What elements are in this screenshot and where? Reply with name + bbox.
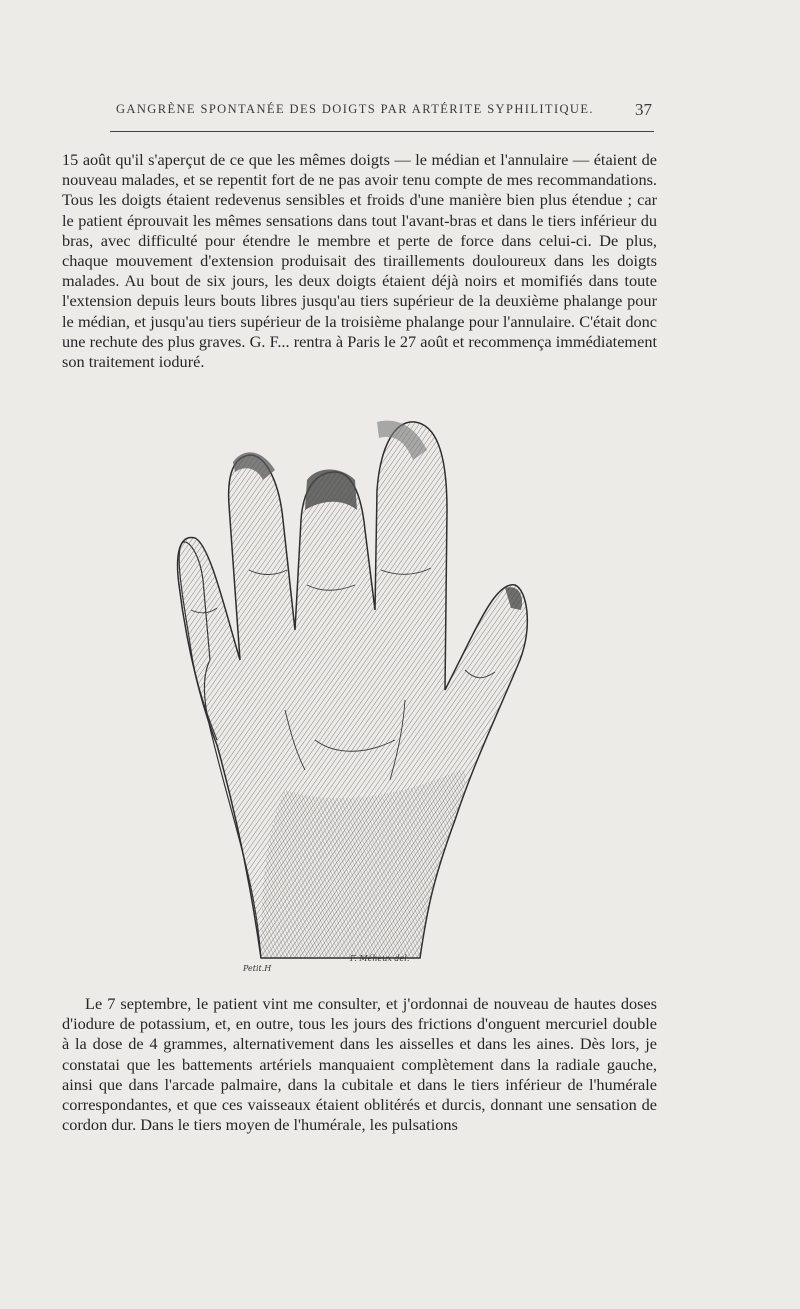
- hand-illustration: [165, 410, 545, 980]
- header-rule: [110, 131, 654, 132]
- paragraph-2: Le 7 septembre, le patient vint me consulter, et j'ordonnai de nouveau de hautes doses d'iodure de potassium, et, en outre, tous les jours des frictions d'onguent mercuriel double à la dose de 4 grammes, alternativement dans les aisselles et dans les aines. Dès lors, je constatai que les battements artériels manquaient complètement dans la radiale gauche, ainsi que dans l'arcade palmaire, dans la cubitale et dans le tiers inférieur de l'humérale correspondantes, et que ces vaisseaux étaient oblitérés et durcis, donnant une sensation de cordon dur. Dans le tiers moyen de l'humérale, les pulsations: [62, 994, 657, 1135]
- paragraph-1: 15 août qu'il s'aperçut de ce que les mêmes doigts — le médian et l'annulaire — étaient de nouveau malades, et se repentit fort de ne pas avoir tenu compte de mes recommandations. Tous les doigts étaient redevenus sensibles et froids d'une manière bien plus étendue ; car le patient éprouvait les mêmes sensations dans tout l'avant-bras et dans le tiers inférieur du bras, avec difficulté pour étendre le membre et perte de force dans celui-ci. De plus, chaque mouvement d'extension produisait des tiraillements douloureux dans les doigts malades. Au bout de six jours, les deux doigts étaient déjà noirs et momifiés dans toute l'extension depuis leurs bouts libres jusqu'au tiers supérieur de la deuxième phalange pour le médian, et jusqu'au tiers supérieur de la troisième phalange pour l'annulaire. C'était donc une rechute des plus graves. G. F... rentra à Paris le 27 août et recommença immédiatement son traitement ioduré.: [62, 150, 657, 372]
- running-head: [112, 100, 652, 124]
- running-head-title: GANGRÈNE SPONTANÉE DES DOIGTS PAR ARTÉRITE SYPHILITIQUE.: [116, 102, 594, 116]
- page-number: 37: [635, 100, 652, 119]
- artist-signature: F. Méheux del.: [350, 954, 410, 963]
- hand-engraving-icon: [165, 410, 545, 980]
- engraver-signature: Petit.H: [243, 964, 272, 973]
